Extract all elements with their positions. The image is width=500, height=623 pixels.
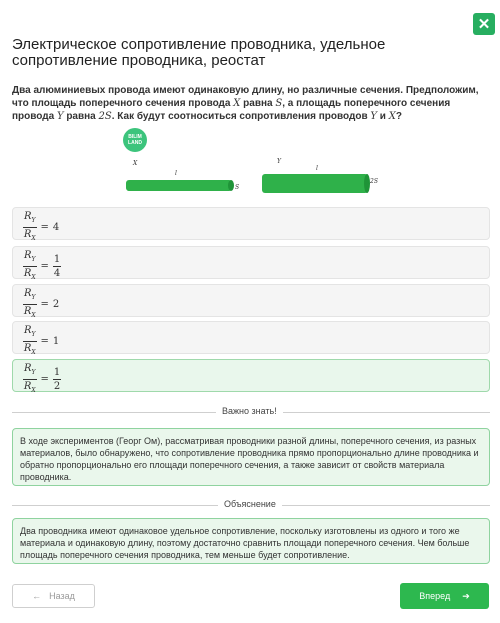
wire-y — [262, 174, 368, 193]
answer-option-2[interactable] — [12, 246, 490, 279]
back-button-label: Назад — [49, 591, 75, 601]
answer-option-5[interactable] — [12, 359, 490, 392]
equals-sign: = — [40, 336, 49, 347]
fraction-numerator: R — [24, 363, 32, 374]
bilimland-logo — [123, 128, 147, 152]
ratio-formula — [23, 363, 61, 396]
close-icon: ✕ — [477, 15, 491, 33]
arrow-right-icon: ➔ — [462, 590, 470, 601]
question-part: , а площадь поперечного сечения провода — [12, 98, 451, 122]
subscript: Y — [31, 294, 36, 301]
fraction-denominator: R — [23, 381, 32, 392]
subscript: X — [31, 235, 36, 242]
math-var: 2S — [98, 111, 112, 122]
ratio-value: 1 — [52, 336, 60, 347]
wire-x-length: l — [175, 170, 177, 177]
subscript: Y — [31, 331, 36, 338]
value-denominator: 4 — [53, 268, 61, 279]
ratio-formula — [23, 211, 59, 244]
question-part: равна — [240, 98, 276, 109]
back-button[interactable] — [12, 584, 95, 608]
equals-sign: = — [40, 299, 49, 310]
ratio-formula — [23, 250, 61, 283]
subscript: X — [31, 274, 36, 281]
fraction-numerator: R — [24, 325, 32, 336]
fraction-denominator: R — [23, 343, 32, 354]
value-fraction — [53, 254, 61, 279]
wire-x-end — [228, 180, 234, 191]
ratio-fraction — [23, 211, 37, 244]
ratio-fraction — [23, 250, 37, 283]
math-var: Y — [56, 111, 64, 122]
subscript: X — [31, 387, 36, 394]
ratio-value: 4 — [52, 222, 60, 233]
question-text — [12, 84, 490, 123]
wire-y-area: 2S — [370, 178, 378, 185]
logo-text-line2: LAND — [128, 140, 142, 146]
ratio-formula — [23, 325, 59, 358]
equals-sign: = — [40, 222, 49, 233]
subscript: Y — [31, 256, 36, 263]
fraction-denominator: R — [23, 268, 32, 279]
wire-x-area: S — [235, 184, 240, 191]
fraction-numerator: R — [24, 250, 32, 261]
answer-option-1[interactable] — [12, 207, 490, 240]
equals-sign: = — [40, 374, 49, 385]
math-var: S — [275, 98, 283, 109]
value-denominator: 2 — [53, 381, 61, 392]
subscript: X — [31, 312, 36, 319]
question-part: Два алюминиевых провода имеют одинаковую длину, но различные сечения. Предположим, что площадь поперечного сечения провода — [12, 85, 479, 109]
math-var: X — [388, 111, 396, 122]
value-numerator: 1 — [53, 254, 61, 265]
ratio-value: 2 — [52, 299, 60, 310]
math-var: Y — [370, 111, 377, 122]
question-part: и — [377, 111, 389, 122]
fraction-numerator: R — [24, 288, 32, 299]
next-button[interactable] — [400, 583, 489, 609]
wire-y-length: l — [316, 165, 318, 172]
question-part: . Как будут соотноситься сопротивления проводов — [111, 111, 371, 122]
math-var: X — [233, 98, 241, 109]
ratio-fraction — [23, 363, 37, 396]
important-text: В ходе экспериментов (Георг Ом), рассматривая проводники разной длины, поперечного сечения, из разных материалов, было обнаружено, что сопротивление проводника прямо пропорционально длине проводника и обратно пропорционально его площади поперечного сечения, а также зависит от свойств материала проводника. — [20, 436, 479, 482]
subscript: Y — [31, 369, 36, 376]
explanation-text: Два проводника имеют одинаковое удельное сопротивление, поскольку изготовлены из одного и того же материала и одинаковую длину, поэтому достаточно сравнить площади поперечного сечения. Чем больше площадь поперечного сечения проводника, тем меньше будет сопротивление. — [20, 526, 470, 560]
fraction-denominator: R — [23, 229, 32, 240]
ratio-fraction — [23, 325, 37, 358]
fraction-numerator: R — [24, 211, 32, 222]
logo-text-line1: BILIM — [128, 134, 142, 140]
important-label: Важно знать! — [216, 406, 283, 416]
fraction-denominator: R — [23, 306, 32, 317]
ratio-fraction — [23, 288, 37, 321]
wire-y-name: Y — [277, 158, 281, 165]
close-button[interactable] — [473, 13, 495, 35]
question-part: равна — [63, 111, 99, 122]
subscript: Y — [31, 217, 36, 224]
value-numerator: 1 — [53, 367, 61, 378]
equals-sign: = — [40, 261, 49, 272]
explanation-box — [12, 518, 490, 564]
next-button-label: Вперед — [419, 591, 451, 601]
wire-x — [126, 180, 232, 191]
answer-option-3[interactable] — [12, 284, 490, 317]
value-fraction — [53, 367, 61, 392]
arrow-left-icon: ← — [32, 591, 42, 601]
important-box — [12, 428, 490, 486]
question-part: ? — [395, 111, 402, 122]
ratio-formula — [23, 288, 59, 321]
page-title: Электрическое сопротивление проводника, удельное сопротивление проводника, реостат — [12, 36, 386, 69]
answer-option-4[interactable] — [12, 321, 490, 354]
wire-x-name: X — [133, 160, 138, 167]
explanation-label: Объяснение — [218, 499, 282, 509]
subscript: X — [31, 349, 36, 356]
